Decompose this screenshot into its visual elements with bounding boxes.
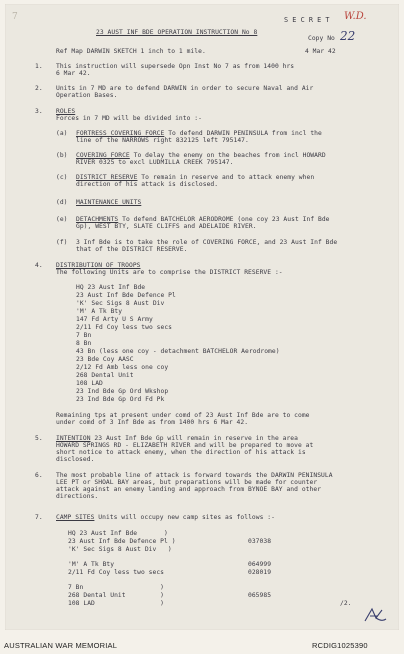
role-heading: MAINTENANCE UNITS [76,199,142,206]
doc-date: 4 Mar 42 [305,48,336,55]
copy-no-label: Copy No [308,35,335,42]
unit-item: 147 Fd Arty U S Army [76,316,153,323]
margin-mark: 7 [12,12,18,22]
para-6-line: directions. [56,493,99,500]
para-1-line: 6 Mar 42. [56,70,91,77]
unit-item: 'K' Sec Sigs 8 Aust Div [76,300,165,307]
para-number: 4. [35,262,43,269]
camp-unit: 23 Aust Inf Bde Defence Pl ) [68,538,176,545]
camp-ref: 037038 [248,538,272,545]
role-heading: DETACHMENTS [76,216,119,223]
role-heading: FORTRESS COVERING FORCE [76,130,165,137]
role-text: 3 Inf Bde is to take the role of COVERING FORCE, and 23 Aust Inf Bde [76,239,338,246]
unit-item: 23 Bde Coy AASC [76,356,134,363]
camp-unit: 'M' A Tk Bty [68,561,115,568]
distribution-heading: DISTRIBUTION OF TROOPS [56,262,141,269]
roles-intro: Forces in 7 MD will be divided into :- [56,115,202,122]
roles-heading: ROLES [56,108,76,115]
sub-label: (d) [56,199,68,206]
copy-no-value: 22 [340,29,356,43]
para-1-line: This instruction will supersede Opn Inst No 7 as from 1400 hrs [56,63,295,70]
camp-unit: 'K' Sec Sigs 8 Aust Div ) [68,546,172,553]
sub-label: (a) [56,130,68,137]
camp-unit: 2/11 Fd Coy less two secs [68,569,165,576]
role-text: line of the NARROWS right 832125 left 795147. [76,137,249,144]
ref-map: Ref Map DARWIN SKETCH 1 inch to 1 mile. [56,48,206,55]
para-6-line: attack against an enemy landing and approach from BYNOE BAY and other [56,486,322,493]
role-text: To defend BATCHELOR AERODROME (one coy 23 Aust Inf Bde [118,216,330,223]
remaining-line: Remaining tps at present under comd of 23 Aust Inf Bde are to come [56,412,310,419]
unit-item: 23 Ind Bde Gp Ord Fd Pk [76,396,165,403]
camp-unit: 7 Bn ) [68,584,165,591]
para-number: 5. [35,435,43,442]
intention-text: HOWARD SPRINGS RD - ELIZABETH RIVER and will be prepared to move at [56,442,314,449]
unit-item: 108 LAD [76,380,103,387]
role-heading: DISTRICT RESERVE [76,174,138,181]
camp-ref: 028019 [248,569,272,576]
doc-title: 23 AUST INF BDE OPERATION INSTRUCTION No 8 [96,29,258,36]
camp-unit: 108 LAD ) [68,600,165,607]
intention-heading: INTENTION [56,435,91,442]
remaining-line: under comd of 3 Inf Bde as from 1400 hrs 6 Mar 42. [56,419,249,426]
para-2-line: Operation Bases. [56,92,118,99]
camp-unit: 268 Dental Unit ) [68,592,165,599]
unit-item: 2/11 Fd Coy less two secs [76,324,173,331]
para-6-line: LEE PT or SHOAL BAY areas, but preparations will be made for counter [56,479,318,486]
camp-sites-heading: CAMP SITES [56,514,95,521]
unit-item: 'M' A Tk Bty [76,308,123,315]
unit-item: 8 Bn [76,340,92,347]
sub-label: (b) [56,152,68,159]
sub-label: (e) [56,216,68,223]
footer-source: AUSTRALIAN WAR MEMORIAL [4,641,118,650]
role-text: that of the DISTRICT RESERVE. [76,246,188,253]
unit-item: 7 Bn [76,332,92,339]
sub-label: (f) [56,239,68,246]
para-number: 2. [35,85,43,92]
unit-item: 23 Aust Inf Bde Defence Pl [76,292,176,299]
camp-ref: 065985 [248,592,272,599]
page-continuation: /2. [340,600,352,607]
para-number: 7. [35,514,43,521]
role-text: To defend DARWIN PENINSULA from incl the [164,130,322,137]
para-6-line: The most probable line of attack is forward towards the DARWIN PENINSULA [56,472,333,479]
role-text: To delay the enemy on the beaches from incl HOWARD [129,152,326,159]
role-text: To remain in reserve and to attack enemy when [137,174,315,181]
secret-marking: S E C R E T [284,16,330,24]
intention-text: short notice to attack enemy, when the direction of his attack is [56,449,306,456]
para-number: 1. [35,63,43,70]
footer-id: RCDIG1025390 [312,641,368,650]
unit-item: HQ 23 Aust Inf Bde [76,284,146,291]
distribution-intro: The following Units are to comprise the DISTRICT RESERVE :- [56,269,283,276]
unit-item: 2/12 Fd Amb less one coy [76,364,169,371]
unit-item: 43 Bn (less one coy - detachment BATCHELOR Aerodrome) [76,348,280,355]
para-2-line: Units in 7 MD are to defend DARWIN in order to secure Naval and Air [56,85,314,92]
role-heading: COVERING FORCE [76,152,130,159]
unit-item: 268 Dental Unit [76,372,134,379]
camp-unit: HQ 23 Aust Inf Bde ) [68,530,168,537]
role-text: direction of his attack is disclosed. [76,181,219,188]
unit-item: 23 Ind Bde Gp Ord Wkshop [76,388,169,395]
para-number: 6. [35,472,43,479]
para-number: 3. [35,108,43,115]
camp-sites-intro: Units will occupy new camp sites as follows :- [94,514,275,521]
sub-label: (c) [56,174,68,181]
role-text: Gp), WEST BTY, SLATE CLIFFS and ADELAIDE RIVER. [76,223,257,230]
camp-ref: 064999 [248,561,272,568]
handwritten-initials [362,606,388,624]
intention-text: 23 Aust Inf Bde Gp will remain in reserve in the area [90,435,298,442]
intention-text: disclosed. [56,456,95,463]
handwritten-wd: W.D. [344,11,367,22]
role-text: RIVER 0325 to excl LUDMILLA CREEK 795147. [76,159,234,166]
